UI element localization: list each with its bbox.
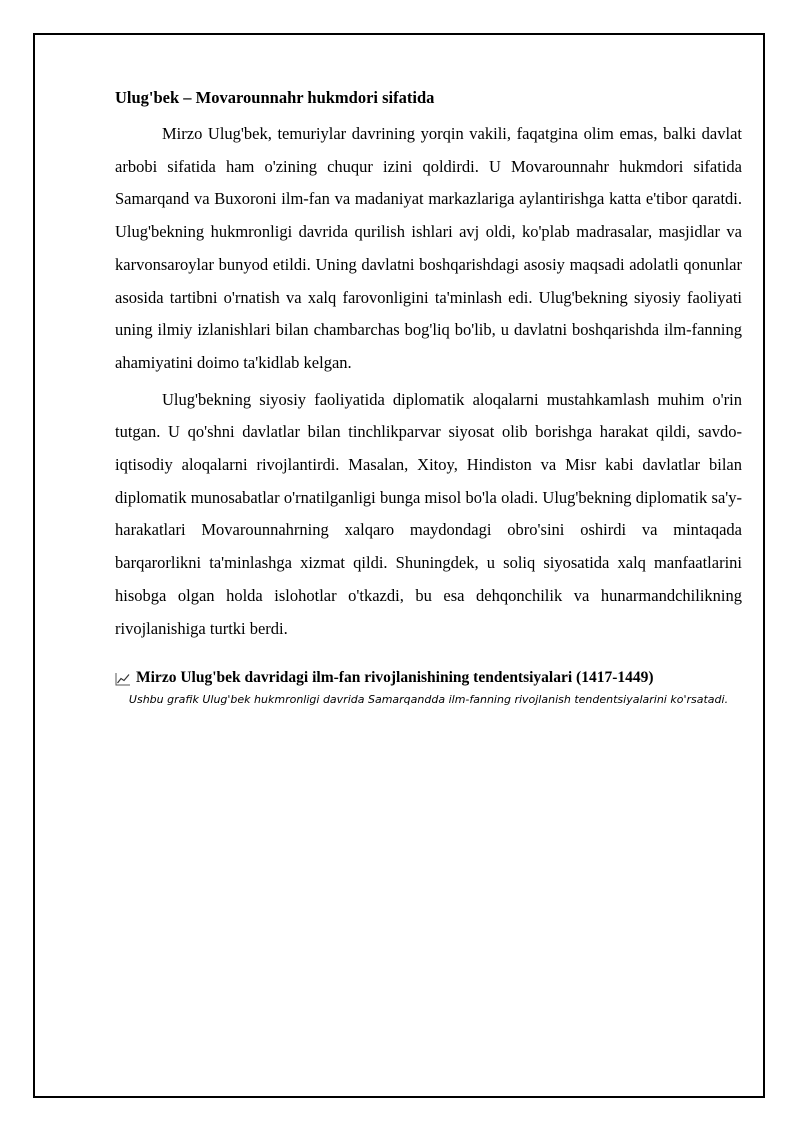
chart-block [115, 667, 742, 709]
paragraph: Ulug'bekning siyosiy faoliyatida diplomatik aloqalarni mustahkamlash muhim o'rin tutgan. U qo'shni davlatlar bilan tinchlikparvar siyosat olib borishga harakat qildi, savdo-iqtisodiy aloqalarni rivojlantirdi. Masalan, Xitoy, Hindiston va Misr kabi davlatlar bilan diplomatik munosabatlar o'rnatilganligi bunga misol bo'la oladi. Ulug'bekning diplomatik sa'y-harakatlari Movarounnahrning xalqaro maydondagi obro'sini oshirdi va mintaqada barqarorlikni ta'minlashga xizmat qildi. Shuningdek, u soliq siyosatida xalq manfaatlarini hisobga olgan holda islohotlar o'tkazdi, bu esa dehqonchilik va hunarmandchilikning rivojlanishiga turtki berdi. [115, 389, 742, 638]
chart-line-icon [115, 671, 131, 685]
chart-title: Mirzo Ulug'bek davridagi ilm-fan rivojlanishining tendentsiyalari (1417-1449) [136, 669, 654, 687]
section-title: Ulug'bek – Movarounnahr hukmdori sifatida [115, 88, 435, 107]
document-content [115, 86, 742, 709]
chart-caption: Ushbu grafik Ulug'bek hukmronligi davrida Samarqandda ilm-fanning rivojlanish tendentsiyalarini ko'rsatadi. [128, 693, 729, 707]
paragraph: Mirzo Ulug'bek, temuriylar davrining yorqin vakili, faqatgina olim emas, balki davlat arbobi sifatida ham o'zining chuqur izini qoldirdi. U Movarounnahr hukmdori sifatida Samarqand va Buxoroni ilm-fan va madaniyat markazlariga aylantirishga katta e'tibor qaratdi. Ulug'bekning hukmronligi davrida qurilish ishlari avj oldi, ko'plab madrasalar, masjidlar va karvonsaroylar bunyod etildi. Uning davlatni boshqarishdagi asosiy maqsadi adolatli qonunlar asosida tartibni o'rnatish va xalq farovonligini ta'minlash edi. Ulug'bekning siyosiy faoliyati uning ilmiy izlanishlari bilan chambarchas bog'liq bo'lib, u davlatni boshqarishda ilm-fanning ahamiyatini doimo ta'kidlab kelgan. [115, 124, 742, 372]
chart-title-row [115, 667, 742, 689]
